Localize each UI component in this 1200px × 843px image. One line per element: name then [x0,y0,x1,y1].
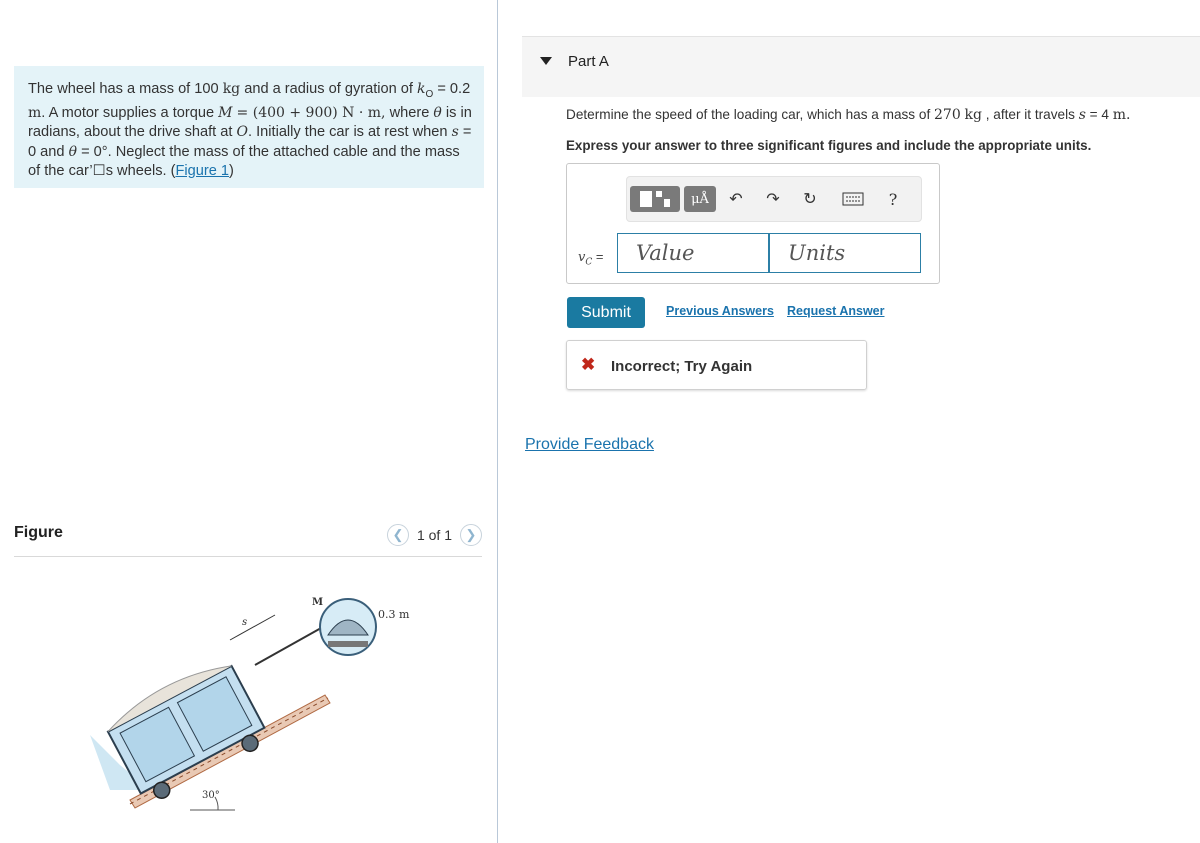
help-icon[interactable]: ? [888,189,898,209]
value-input[interactable]: Value [617,233,769,273]
provide-feedback-link[interactable]: Provide Feedback [525,436,654,453]
instructions: Express your answer to three significant figures and include the appropriate units. [566,138,1092,153]
s-dimension [230,615,275,640]
left-panel [0,0,497,843]
pager-text: 1 of 1 [416,527,452,543]
s-label: s [242,617,248,628]
figure-pager [387,524,482,546]
drive-wheel [320,599,376,655]
angle-label: 30° [202,790,220,801]
previous-answers-link[interactable]: Previous Answers [666,304,774,318]
units-input[interactable]: Units [769,233,921,273]
answer-variable: $v_C$ = [578,249,604,268]
right-panel [498,0,1200,843]
problem-statement: The wheel has a mass of 100 kg and a radius of gyration of $k_O = 0.2$ m. A motor supplies a torque M = (400 + 900) N · m, where θ is in radians, about the drive shaft at O. Initially the car is at rest when s = 0 and θ = 0°. Neglect the mass of the attached cable and the mass of the car’☐s wheels. (Figure 1) [14,66,484,188]
reset-icon[interactable]: ↻ [803,191,817,208]
part-header[interactable] [522,36,1200,97]
feedback-status: Incorrect; Try Again [611,358,753,375]
feedback-message [566,340,867,390]
math-toolbar [626,176,922,222]
request-answer-link[interactable]: Request Answer [787,304,885,318]
figure-link[interactable]: Figure 1 [175,162,230,179]
units-symbol-button[interactable]: μÅ [684,186,716,212]
figure-header [14,520,482,557]
error-x-icon: ✖ [581,355,596,374]
label-M: M [312,597,324,608]
radius-label: 0.3 m [378,608,410,621]
collapse-triangle-icon[interactable] [540,57,552,65]
answer-box [566,163,940,284]
redo-icon[interactable]: ↷ [766,191,780,208]
chevron-left-icon[interactable]: ❮ [387,524,409,546]
loading-car-figure [90,585,430,825]
cable [255,623,330,665]
undo-icon[interactable]: ↶ [729,191,743,208]
keyboard-icon[interactable] [839,186,867,212]
question-text: Determine the speed of the loading car, which has a mass of 270 kg , after it travels s = 4 m. [566,107,1131,123]
figure-title: Figure [14,524,63,541]
part-title: Part A [568,53,609,70]
submit-button[interactable]: Submit [567,297,645,328]
chevron-right-icon[interactable]: ❯ [460,524,482,546]
template-icon[interactable] [630,186,680,212]
